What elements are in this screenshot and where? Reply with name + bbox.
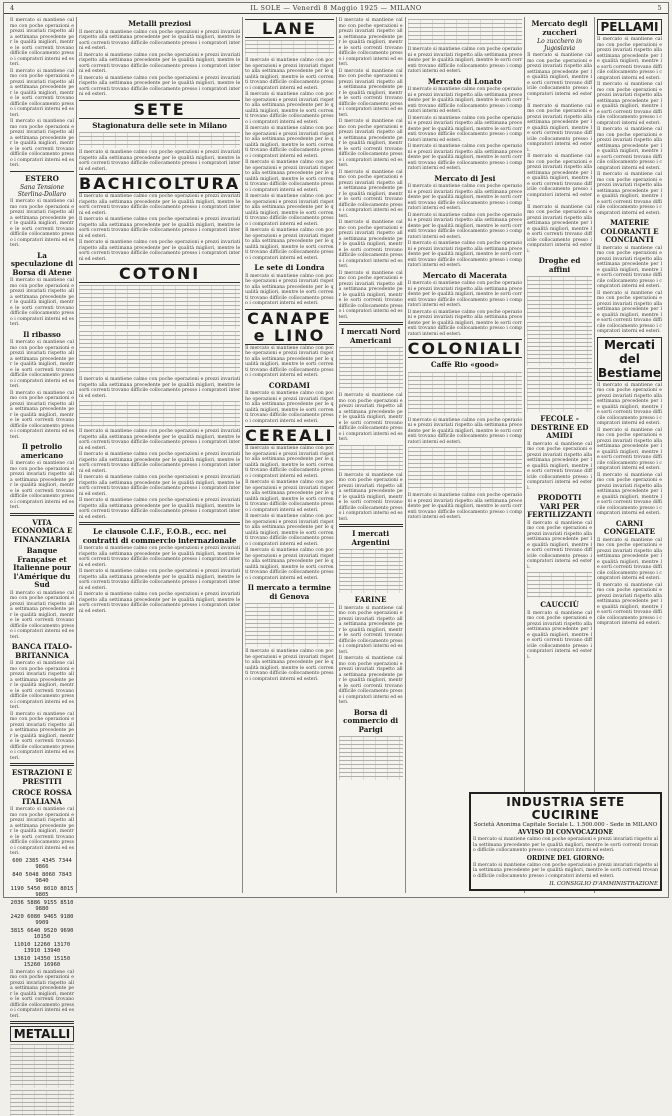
article-text: Il mercato si mantiene calmo con poche operazioni e prezzi invariati rispetto alla settimana precedente per le qualità migliori, mentre le sorti correnti trovano difficile collocamento presso i compratori interni ed esteri. (596, 427, 662, 471)
column-4 (337, 17, 406, 893)
cotton-table (79, 285, 240, 329)
section-estero-sub: Sana Tensione Sterlina-Dollaro (17, 184, 67, 198)
article-text: Il mercato si mantiene calmo con poche operazioni e prezzi invariati rispetto alla settimana precedente per le qualità migliori, mentre le sorti correnti trovano difficile collocamento presso i compratori interni ed esteri. (79, 452, 241, 474)
heading-caffe-rio: Caffè Rio «good» (430, 360, 499, 369)
article-text: Il mercato si mantiene calmo con poche operazioni e prezzi invariati rispetto alla settimana precedente per le qualità migliori, mentre le sorti correnti trovano difficile collocamento presso i compratori interni ed esteri. (10, 340, 74, 389)
heading-cordami: CORDAMI (268, 380, 310, 390)
section-pellami: PELLAMI (597, 19, 662, 35)
article-text: Il mercato si mantiene calmo con poche operazioni e prezzi invariati rispetto alla settimana precedente per le qualità migliori, mentre le sorti correnti trovano difficile collocamento presso i compratori interni ed esteri. (407, 184, 523, 211)
section-estero: ESTERO (25, 173, 59, 183)
metals-price-table (10, 1090, 74, 1116)
heading-stagionatura: Stagionatura delle sete in Milano (92, 120, 227, 130)
article-text: Il mercato si mantiene calmo con poche operazioni e prezzi invariati rispetto alla settimana precedente per le qualità migliori, mentre le sorti correnti trovano difficile collocamento presso i compratori interni ed esteri. (596, 472, 662, 516)
article-text: Il mercato si mantiene calmo con poche operazioni e prezzi invariati rispetto alla settimana precedente per le qualità migliori, mentre le sorti correnti trovano difficile collocamento presso i compratori interni ed esteri. (407, 47, 523, 74)
heading-speculazione: La speculazione di Borsa di Atene (10, 250, 74, 277)
heading-lonato: Mercato di Lonato (427, 76, 502, 86)
heading-sete-londra: Le sete di Londra (254, 263, 325, 272)
article-text: Il mercato si mantiene calmo con poche operazioni e prezzi invariati rispetto alla settimana precedente per le qualità migliori, mentre le sorti correnti trovano difficile collocamento presso i compratori interni ed esteri. (10, 590, 74, 640)
section-sete: SETE (79, 100, 240, 119)
article-text: Il mercato si mantiene calmo con poche operazioni e prezzi invariati rispetto alla settimana precedente per le qualità migliori, mentre le sorti correnti trovano difficile collocamento presso i compratori interni ed esteri. (79, 240, 241, 262)
article-text: Il mercato si mantiene calmo con poche operazioni e prezzi invariati rispetto alla settimana precedente per le qualità migliori, mentre le sorti correnti trovano difficile collocamento presso i compratori interni ed esteri. (245, 58, 334, 91)
section-canape-lino: CANAPE e LINO (247, 308, 332, 345)
article-text: Il mercato si mantiene calmo con poche operazioni e prezzi invariati rispetto alla settimana precedente per le qualità migliori, mentre le sorti correnti trovano difficile collocamento presso i compratori interni ed esteri. (10, 278, 74, 327)
article-text: Il mercato si mantiene calmo con poche operazioni e prezzi invariati rispetto alla settimana precedente per le qualità migliori, mentre le sorti correnti trovano difficile collocamento presso i compratori interni ed esteri. (79, 546, 241, 568)
coffee-table (408, 372, 522, 416)
heading-fecole: FECOLE - DESTRINE ED AMIDI (530, 414, 589, 440)
article-text: Il mercato si mantiene calmo con poche operazioni e prezzi invariati rispetto alla settimana precedente per le qualità migliori, mentre le sorti correnti trovano difficile collocamento presso i compratori interni ed esteri. (245, 92, 334, 125)
article-text: Il mercato si mantiene calmo con poche operazioni e prezzi invariati rispetto alla settimana precedente per le qualità migliori, mentre le sorti correnti trovano difficile collocamento presso i compratori interni ed esteri. (245, 126, 334, 159)
article-text: Il mercato si mantiene calmo con poche operazioni e prezzi invariati rispetto alla settimana precedente per le qualità migliori, mentre le sorti correnti trovano difficile collocamento presso i compratori interni ed esteri. (10, 661, 74, 710)
cotton-table (79, 331, 240, 375)
heading-banca-italo-britannica: BANCA ITALO-BRITANNICA (11, 642, 73, 660)
spices-table (527, 322, 592, 366)
article-text: Il mercato si mantiene calmo con poche operazioni e prezzi invariati rispetto alla settimana precedente per le qualità migliori, mentre le sorti correnti trovano difficile collocamento presso i compratori interni ed esteri. (79, 429, 241, 451)
paris-table (339, 736, 403, 780)
article-text: Il mercato si mantiene calmo con poche operazioni e prezzi invariati rispetto alla settimana precedente per le qualità migliori, mentre le sorti correnti trovano difficile collocamento presso i compratori interni ed esteri. (79, 29, 241, 51)
lottery-number-list (10, 858, 74, 969)
lottery-row: 2036 5886 9155 8510 9880 (10, 899, 74, 912)
column-3 (243, 17, 336, 893)
article-text: Il mercato si mantiene calmo con poche operazioni e prezzi invariati rispetto alla settimana precedente per le qualità migliori, mentre le sorti correnti trovano difficile collocamento presso i compratori interni ed esteri. (596, 382, 662, 426)
genoa-table (245, 603, 333, 647)
column-5 (406, 17, 525, 893)
heading-zuccheri-sub: Lo zucchero in Jugoslavia (537, 38, 582, 52)
heading-clausole: Le clausole C.I.F., F.O.B., ecc. nei contratti di commercio internazionale (82, 527, 237, 545)
article-text: Il mercato si mantiene calmo con poche operazioni e prezzi invariati rispetto alla settimana precedente per le qualità migliori, mentre le sorti correnti trovano difficile collocamento presso i compratori interni ed esteri. (245, 391, 334, 424)
newspaper-page (3, 2, 669, 1041)
columns (8, 17, 664, 1041)
heading-banque-francaise: Banque Française et Italienne pour l'Amérique du Sud (13, 546, 71, 589)
divider (10, 513, 74, 516)
article-text: Il mercato si mantiene calmo con poche operazioni e prezzi invariati rispetto alla settimana precedente per le qualità migliori, mentre le sorti correnti trovano difficile collocamento presso i compratori interni ed esteri. (338, 472, 403, 522)
divider (79, 522, 240, 525)
ad-signature: IL CONSIGLIO D'AMMINISTRAZIONE (549, 881, 658, 887)
article-text: Il mercato si mantiene calmo con poche operazioni e prezzi invariati rispetto alla settimana precedente per le qualità migliori, mentre le sorti correnti trovano difficile collocamento presso i compratori interni ed esteri. (527, 154, 592, 203)
section-cereali: CEREALI (245, 426, 334, 445)
article-text: Il mercato si mantiene calmo con poche operazioni e prezzi invariati rispetto alla settimana precedente per le qualità migliori, mentre le sorti correnti trovano difficile collocamento presso i compratori interni ed esteri. (338, 270, 403, 320)
ad-agenda: ORDINE DEL GIORNO: (526, 854, 605, 862)
article-text: Il mercato si mantiene calmo con poche operazioni e prezzi invariati rispetto alla settimana precedente per le qualità migliori, mentre le sorti correnti trovano difficile collocamento presso i compratori interni ed esteri. (245, 160, 334, 193)
heading-genova: Il mercato a termine di Genova (247, 583, 331, 601)
heading-mercati-argentini: I mercati Argentini (351, 529, 390, 547)
article-text: Il mercato si mantiene calmo con poche operazioni e prezzi invariati rispetto alla settimana precedente per le qualità migliori, mentre le sorti correnti trovano difficile collocamento presso i compratori interni ed esteri. (527, 103, 592, 153)
article-text: Il mercato si mantiene calmo con poche operazioni e prezzi invariati rispetto alla settimana precedente per le qualità migliori, mentre le sorti correnti trovano difficile collocamento presso i compratori interni ed esteri. (245, 480, 334, 513)
heading-metalli-preziosi: Metalli preziosi (128, 19, 192, 28)
running-header (4, 3, 668, 14)
section-cotoni: COTONI (79, 264, 240, 283)
article-text: Il mercato si mantiene calmo con poche operazioni e prezzi invariati rispetto alla settimana precedente per le qualità migliori, mentre le sorti correnti trovano difficile collocamento presso i compratori interni ed esteri. (10, 390, 74, 440)
article-text: Il mercato si mantiene calmo con poche operazioni e prezzi invariati rispetto alla settimana precedente per le qualità migliori, mentre le sorti correnti trovano difficile collocamento presso i compratori interni ed esteri. (245, 446, 334, 479)
heading-materie-coloranti: MATERIE COLORANTI E CONCIANTI (600, 218, 659, 244)
heading-zuccheri: Mercato degli zuccheri (531, 19, 588, 37)
article-text: Il mercato si mantiene calmo con poche operazioni e prezzi invariati rispetto alla settimana precedente per le qualità migliori, mentre le sorti correnti trovano difficile collocamento presso i compratori interni ed esteri. (10, 68, 74, 118)
spices-table (527, 276, 592, 320)
divider (339, 322, 403, 325)
heading-jesi: Mercato di Jesi (434, 173, 496, 183)
article-text: Il mercato si mantiene calmo con poche operazioni e prezzi invariati rispetto alla settimana precedente per le qualità migliori, mentre le sorti correnti trovano difficile collocamento presso i compratori interni ed esteri. (10, 969, 74, 1019)
article-text: Il mercato si mantiene calmo con poche operazioni e prezzi invariati rispetto alla settimana precedente per le qualità migliori, mentre le sorti correnti trovano difficile collocamento presso i compratori interni ed esteri. (10, 711, 74, 761)
article-text: Il mercato si mantiene calmo con poche operazioni e prezzi invariati rispetto alla settimana precedente per le qualità migliori, mentre le sorti correnti trovano difficile collocamento presso i compratori interni ed esteri. (527, 441, 592, 491)
north-american-table (339, 347, 403, 391)
article-text: Il mercato si mantiene calmo con poche operazioni e prezzi invariati rispetto alla settimana precedente per le qualità migliori, mentre le sorti correnti trovano difficile collocamento presso i compratori interni ed esteri. (407, 309, 523, 337)
section-estrazioni: ESTRAZIONI E PRESTITI (11, 768, 73, 786)
divider (10, 1021, 74, 1024)
page-number-right: 5 (657, 4, 662, 12)
article-text: Il mercato si mantiene calmo con poche operazioni e prezzi invariati rispetto alla settimana precedente per le qualità migliori, mentre le sorti correnti trovano difficile collocamento presso i compratori interni ed esteri. (407, 212, 523, 240)
article-text: Il mercato si mantiene calmo con poche operazioni e prezzi invariati rispetto alla settimana precedente per le qualità migliori, mentre le sorti correnti trovano difficile collocamento presso i compratori interni ed esteri. (338, 119, 403, 168)
lottery-row: 600 2385 4345 7344 9866 (12, 857, 72, 870)
article-text: Il mercato si mantiene calmo con poche operazioni e prezzi invariati rispetto alla settimana precedente per le qualità migliori, mentre le sorti correnti trovano difficile collocamento presso i compratori interni ed esteri. (527, 520, 592, 570)
metals-price-table (10, 1044, 74, 1088)
page-number-left: 4 (10, 4, 15, 12)
article-text: Il mercato si mantiene calmo con poche operazioni e prezzi invariati rispetto alla settimana precedente per le qualità migliori, mentre le sorti correnti trovano difficile collocamento presso i compratori interni ed esteri. (527, 610, 592, 660)
section-coloniali: COLONIALI (407, 339, 523, 358)
article-text: Il mercato si mantiene calmo con poche operazioni e prezzi invariati rispetto alla settimana precedente per le qualità migliori, mentre le sorti correnti trovano difficile collocamento presso i compratori interni ed esteri. (407, 493, 523, 520)
article-text: Il mercato si mantiene calmo con poche operazioni e prezzi invariati rispetto alla settimana precedente per le qualità migliori, mentre le sorti correnti trovano difficile collocamento presso i compratori interni ed esteri. (245, 548, 334, 581)
article-text: Il mercato si mantiene calmo con poche operazioni e prezzi invariati rispetto alla settimana precedente per le qualità migliori, mentre le sorti correnti trovano difficile collocamento presso i compratori interni ed esteri. (473, 862, 658, 879)
heading-prodotti-vari: PRODOTTI VARI PER FERTILIZZANTI (527, 493, 592, 519)
lottery-row: 3815 6640 9520 9690 10150 (10, 927, 74, 940)
article-text: Il mercato si mantiene calmo con poche operazioni e prezzi invariati rispetto alla settimana precedente per le qualità migliori, mentre le sorti correnti trovano difficile collocamento presso i compratori interni ed esteri. (79, 569, 241, 591)
article-text: Il mercato si mantiene calmo con poche operazioni e prezzi invariati rispetto alla settimana precedente per le qualità migliori, mentre le sorti correnti trovano difficile collocamento presso i compratori interni ed esteri. (338, 656, 403, 705)
article-text: Il mercato si mantiene calmo con poche operazioni e prezzi invariati rispetto alla settimana precedente per le qualità migliori, mentre le sorti correnti trovano difficile collocamento presso i compratori interni ed esteri. (10, 18, 74, 67)
heading-droghe: Droghe ed affini (538, 256, 581, 274)
article-text: Il mercato si mantiene calmo con poche operazioni e prezzi invariati rispetto alla settimana precedente per le qualità migliori, mentre le sorti correnti trovano difficile collocamento presso i compratori interni ed esteri. (245, 514, 334, 547)
article-text: Il mercato si mantiene calmo con poche operazioni e prezzi invariati rispetto alla settimana precedente per le qualità migliori, mentre le sorti correnti trovano difficile collocamento presso i compratori interni ed esteri. (79, 194, 241, 216)
lottery-row: 13610 14350 15150 15260 16960 (13, 955, 71, 968)
article-text: Il mercato si mantiene calmo con poche operazioni e prezzi invariati rispetto alla settimana precedente per le qualità migliori, mentre le sorti correnti trovano difficile collocamento presso i compratori interni ed esteri. (10, 461, 74, 510)
article-text: Il mercato si mantiene calmo con poche operazioni e prezzi invariati rispetto alla settimana precedente per le qualità migliori, mentre le sorti correnti trovano difficile collocamento presso i compratori interni ed esteri. (596, 82, 662, 126)
article-text: Il mercato si mantiene calmo con poche operazioni e prezzi invariati rispetto alla settimana precedente per le qualità migliori, mentre le sorti correnti trovano difficile collocamento presso i compratori interni ed esteri. (79, 498, 241, 520)
heading-macerata: Mercato di Macerata (422, 270, 507, 280)
section-metalli: METALLI (10, 1026, 74, 1042)
market-table (408, 19, 522, 45)
advertisement-box (469, 792, 662, 892)
article-text: Il mercato si mantiene calmo con poche operazioni e prezzi invariati rispetto alla settimana precedente per le qualità migliori, mentre le sorti correnti trovano difficile collocamento presso i compratori interni ed esteri. (473, 837, 658, 853)
wool-table (245, 40, 333, 56)
section-vita-economica: VITA ECONOMICA E FINANZIARIA (11, 517, 73, 544)
divider (339, 524, 403, 527)
column-7 (595, 17, 664, 893)
article-text: Il mercato si mantiene calmo con poche operazioni e prezzi invariati rispetto alla settimana precedente per le qualità migliori, mentre le sorti correnti trovano difficile collocamento presso i compratori interni ed esteri. (79, 592, 241, 614)
article-text: Il mercato si mantiene calmo con poche operazioni e prezzi invariati rispetto alla settimana precedente per le qualità migliori, mentre le sorti correnti trovano difficile collocamento presso i compratori interni ed esteri. (79, 377, 241, 399)
heading-farine: FARINE (354, 595, 387, 604)
article-text: Il mercato si mantiene calmo con poche operazioni e prezzi invariati rispetto alla settimana precedente per le qualità migliori, mentre le sorti correnti trovano difficile collocamento presso i compratori interni ed esteri. (338, 68, 403, 118)
heading-mercati-nord-americani: I mercati Nord Americani (340, 327, 401, 345)
article-text: Il mercato si mantiene calmo con poche operazioni e prezzi invariati rispetto alla settimana precedente per le qualità migliori, mentre le sorti correnti trovano difficile collocamento presso i compratori interni ed esteri. (407, 417, 523, 445)
column-2 (77, 17, 243, 893)
heading-caucciu: CAUCCIÙ (540, 600, 579, 609)
article-text: Il mercato si mantiene calmo con poche operazioni e prezzi invariati rispetto alla settimana precedente per le qualità migliori, mentre le sorti correnti trovano difficile collocamento presso i compratori interni ed esteri. (79, 150, 241, 172)
fertilizer-table (527, 572, 592, 598)
heading-croce-rossa: CROCE ROSSA ITALIANA (12, 788, 72, 806)
article-text: Il mercato si mantiene calmo con poche operazioni e prezzi invariati rispetto alla settimana precedente per le qualità migliori, mentre le sorti correnti trovano difficile collocamento presso i compratori interni ed esteri. (79, 75, 241, 97)
divider (10, 763, 74, 766)
article-text: Il mercato si mantiene calmo con poche operazioni e prezzi invariati rispetto alla settimana precedente per le qualità migliori, mentre le sorti correnti trovano difficile collocamento presso i compratori interni ed esteri. (245, 228, 334, 261)
heading-ribasso: Il ribasso (23, 329, 61, 339)
section-bachicoltura: BACHICOLTURA (79, 174, 241, 193)
article-text: Il mercato si mantiene calmo con poche operazioni e prezzi invariati rispetto alla settimana precedente per le qualità migliori, mentre le sorti correnti trovano difficile collocamento presso i compratori interni ed esteri. (79, 217, 241, 239)
article-text: Il mercato si mantiene calmo con poche operazioni e prezzi invariati rispetto alla settimana precedente per le qualità migliori, mentre le sorti correnti trovano difficile collocamento presso i compratori interni ed esteri. (596, 172, 662, 216)
lottery-row: 2420 6080 9465 9180 9909 (10, 913, 74, 926)
heading-borsa-parigi: Borsa di commercio di Parigi (343, 707, 399, 734)
article-text: Il mercato si mantiene calmo con poche operazioni e prezzi invariati rispetto alla settimana precedente per le qualità migliori, mentre le sorti correnti trovano difficile collocamento presso i compratori interni ed esteri. (596, 582, 662, 626)
article-text: Il mercato si mantiene calmo con poche operazioni e prezzi invariati rispetto alla settimana precedente per le qualità migliori, mentre le sorti correnti trovano difficile collocamento presso i compratori interni ed esteri. (596, 37, 662, 81)
ad-title: INDUSTRIA SETE CUCIRINE (506, 794, 625, 822)
article-text: Il mercato si mantiene calmo con poche operazioni e prezzi invariati rispetto alla settimana precedente per le qualità migliori, mentre le sorti correnti trovano difficile collocamento presso i compratori interni ed esteri. (527, 53, 592, 102)
article-text: Il mercato si mantiene calmo con poche operazioni e prezzi invariati rispetto alla settimana precedente per le qualità migliori, mentre le sorti correnti trovano difficile collocamento presso i compratori interni ed esteri. (338, 605, 403, 655)
lottery-row: 840 5048 8060 7843 9840 (12, 871, 72, 884)
north-american-table (339, 445, 403, 471)
article-text: Il mercato si mantiene calmo con poche operazioni e prezzi invariati rispetto alla settimana precedente per le qualità migliori, mentre le sorti correnti trovano difficile collocamento presso i compratori interni ed esteri. (245, 649, 334, 682)
article-text: Il mercato si mantiene calmo con poche operazioni e prezzi invariati rispetto alla settimana precedente per le qualità migliori, mentre le sorti correnti trovano difficile collocamento presso i compratori interni ed esteri. (79, 475, 241, 497)
article-text: Il mercato si mantiene calmo con poche operazioni e prezzi invariati rispetto alla settimana precedente per le qualità migliori, mentre le sorti correnti trovano difficile collocamento presso i compratori interni ed esteri. (245, 273, 334, 306)
article-text: Il mercato si mantiene calmo con poche operazioni e prezzi invariati rispetto alla settimana precedente per le qualità migliori, mentre le sorti correnti trovano difficile collocamento presso i compratori interni ed esteri. (596, 127, 662, 171)
divider (10, 171, 74, 172)
article-text: Il mercato si mantiene calmo con poche operazioni e prezzi invariati rispetto alla settimana precedente per le qualità migliori, mentre le sorti correnti trovano difficile collocamento presso i compratori interni ed esteri. (596, 290, 662, 334)
article-text: Il mercato si mantiene calmo con poche operazioni e prezzi invariati rispetto alla settimana precedente per le qualità migliori, mentre le sorti correnti trovano difficile collocamento presso i compratori interni ed esteri. (338, 220, 403, 269)
article-text: Il mercato si mantiene calmo con poche operazioni e prezzi invariati rispetto alla settimana precedente per le qualità migliori, mentre le sorti correnti trovano difficile collocamento presso i compratori interni ed esteri. (245, 345, 334, 378)
article-text: Il mercato si mantiene calmo con poche operazioni e prezzi invariati rispetto alla settimana precedente per le qualità migliori, mentre le sorti correnti trovano difficile collocamento presso i compratori interni ed esteri. (338, 18, 403, 67)
column-6 (525, 17, 595, 893)
article-text: Il mercato si mantiene calmo con poche operazioni e prezzi invariati rispetto alla settimana precedente per le qualità migliori, mentre le sorti correnti trovano difficile collocamento presso i compratori interni ed esteri. (338, 393, 403, 442)
masthead-line: IL SOLE — Venerdì 8 Maggio 1925 — MILANO (250, 4, 422, 12)
section-bestiame: Mercati del Bestiame (597, 337, 662, 380)
heading-petrolio: Il petrolio americano (20, 442, 64, 460)
ad-notice: AVVISO DI CONVOCAZIONE (517, 829, 614, 836)
section-lane: LANE (245, 19, 333, 38)
lottery-row: 11010 12260 13170 13910 13940 (13, 941, 71, 954)
silk-table (79, 132, 240, 148)
article-text: Il mercato si mantiene calmo con poche operazioni e prezzi invariati rispetto alla settimana precedente per le qualità migliori, mentre le sorti correnti trovano difficile collocamento presso i compratori interni ed esteri. (596, 537, 662, 581)
article-text: Il mercato si mantiene calmo con poche operazioni e prezzi invariati rispetto alla settimana precedente per le qualità migliori, mentre le sorti correnti trovano difficile collocamento presso i compratori interni ed esteri. (10, 199, 74, 248)
spices-table (527, 368, 592, 412)
article-text: Il mercato si mantiene calmo con poche operazioni e prezzi invariati rispetto alla settimana precedente per le qualità migliori, mentre le sorti correnti trovano difficile collocamento presso i compratori interni ed esteri. (338, 169, 403, 219)
lottery-row: 1190 5450 8010 8015 9805 (10, 885, 74, 898)
article-text: Il mercato si mantiene calmo con poche operazioni e prezzi invariati rispetto alla settimana precedente per le qualità migliori, mentre le sorti correnti trovano difficile collocamento presso i compratori interni ed esteri. (527, 204, 592, 254)
article-text: Il mercato si mantiene calmo con poche operazioni e prezzi invariati rispetto alla settimana precedente per le qualità migliori, mentre le sorti correnti trovano difficile collocamento presso i compratori interni ed esteri. (79, 52, 241, 74)
article-text: Il mercato si mantiene calmo con poche operazioni e prezzi invariati rispetto alla settimana precedente per le qualità migliori, mentre le sorti correnti trovano difficile collocamento presso i compratori interni ed esteri. (407, 241, 523, 268)
article-text: Il mercato si mantiene calmo con poche operazioni e prezzi invariati rispetto alla settimana precedente per le qualità migliori, mentre le sorti correnti trovano difficile collocamento presso i compratori interni ed esteri. (10, 119, 74, 168)
article-text: Il mercato si mantiene calmo con poche operazioni e prezzi invariati rispetto alla settimana precedente per le qualità migliori, mentre le sorti correnti trovano difficile collocamento presso i compratori interni ed esteri. (10, 807, 74, 856)
cotton-table (79, 401, 240, 427)
column-1 (8, 17, 77, 1041)
article-text: Il mercato si mantiene calmo con poche operazioni e prezzi invariati rispetto alla settimana precedente per le qualità migliori, mentre le sorti correnti trovano difficile collocamento presso i compratori interni ed esteri. (245, 194, 334, 227)
article-text: Il mercato si mantiene calmo con poche operazioni e prezzi invariati rispetto alla settimana precedente per le qualità migliori, mentre le sorti correnti trovano difficile collocamento presso i compratori interni ed esteri. (407, 144, 523, 171)
article-text: Il mercato si mantiene calmo con poche operazioni e prezzi invariati rispetto alla settimana precedente per le qualità migliori, mentre le sorti correnti trovano difficile collocamento presso i compratori interni ed esteri. (596, 245, 662, 289)
article-text: Il mercato si mantiene calmo con poche operazioni e prezzi invariati rispetto alla settimana precedente per le qualità migliori, mentre le sorti correnti trovano difficile collocamento presso i compratori interni ed esteri. (407, 87, 523, 114)
argentine-table (339, 549, 403, 593)
coffee-table (408, 447, 522, 491)
heading-carni-congelate: CARNI CONGELATE (603, 518, 656, 536)
ad-subtitle: Società Anonima Capitale Sociale L. 1.500.000 - Sede in MILANO (473, 821, 658, 828)
article-text: Il mercato si mantiene calmo con poche operazioni e prezzi invariati rispetto alla settimana precedente per le qualità migliori, mentre le sorti correnti trovano difficile collocamento presso i compratori interni ed esteri. (407, 281, 523, 308)
article-text: Il mercato si mantiene calmo con poche operazioni e prezzi invariati rispetto alla settimana precedente per le qualità migliori, mentre le sorti correnti trovano difficile collocamento presso i compratori interni ed esteri. (407, 115, 523, 143)
